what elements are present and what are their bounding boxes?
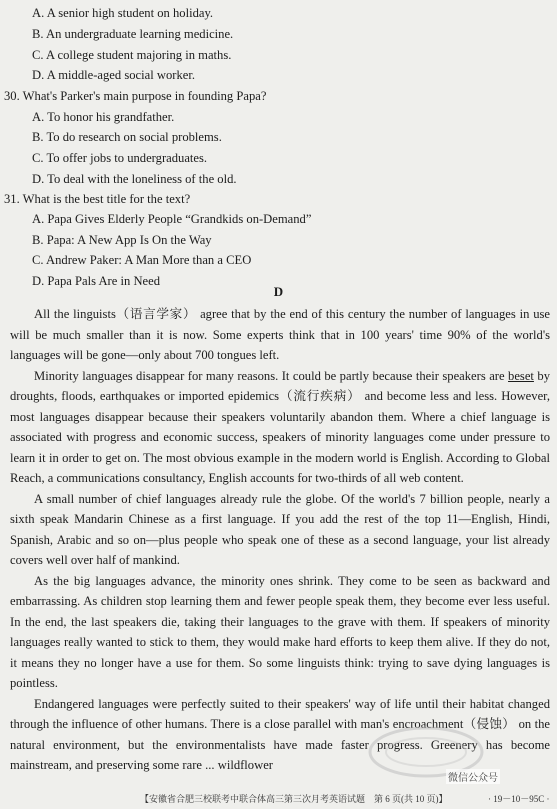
- paragraph-2: [10, 366, 550, 489]
- paragraph-1: All the linguists（语言学家） agree that by the end of this century the number of languages in use will be much smaller than it is now. Some experts think that in 100 years' time 90% of the world's languages will be gone—only about 700 tongues left.: [10, 307, 550, 362]
- q30-option-a: A. To honor his grandfather.: [32, 110, 175, 124]
- q29-option-c: C. A college student majoring in maths.: [32, 48, 232, 62]
- q31-option-d: D. Papa Pals Are in Need: [32, 274, 161, 288]
- underlined-word-beset: beset: [508, 368, 534, 383]
- paragraph-4: As the big languages advance, the minority ones shrink. They come to be seen as backward and embarrassing. As children stop learning them and fewer people speak them, they become ever less useful. In the end, the last speakers die, taking their languages to the grave with them. If speakers of minority languages really wanted to stick to them, they would make hard efforts to keep them alive. If they do not, it means they no longer have a use for them. So some linguists think: trying to save dying languages is pointless.: [10, 573, 550, 690]
- q29-option-d: D. A middle-aged social worker.: [32, 68, 195, 82]
- footer-code: · 19－10－95C ·: [488, 794, 550, 804]
- page-footer: 【安徽省合肥三校联考中联合体高三第三次月考英语试题 第 6 页(共 10 页)】: [140, 794, 448, 804]
- paragraph-3: A small number of chief languages already rule the globe. Of the world's 7 billion people, nearly a sixth speak Mandarin Chinese as a first language. If you add the rest of the top 11—English, Hindi, Spanish, Arabic and so on—plus people who speak one of these as a second language, your list already covers well over half of mankind.: [10, 491, 550, 567]
- section-label: D: [273, 284, 284, 299]
- q30-option-b: B. To do research on social problems.: [32, 130, 222, 144]
- watermark-text: 微信公众号: [446, 769, 500, 784]
- reading-passage-d: [10, 304, 550, 776]
- q29-option-b: B. An undergraduate learning medicine.: [32, 27, 234, 41]
- q30-option-c: C. To offer jobs to undergraduates.: [32, 151, 208, 165]
- q31-option-a: A. Papa Gives Elderly People “Grandkids on-Demand”: [32, 212, 312, 226]
- q29-option-a: A. A senior high student on holiday.: [32, 6, 214, 20]
- q31-option-c: C. Andrew Paker: A Man More than a CEO: [32, 253, 252, 267]
- q30-option-d: D. To deal with the loneliness of the old.: [32, 172, 237, 186]
- q30-stem: 30. What's Parker's main purpose in founding Papa?: [4, 89, 267, 103]
- q31-option-b: B. Papa: A New App Is On the Way: [32, 233, 212, 247]
- paragraph-2-rest: by droughts, floods, earthquakes or imported epidemics（流行疾病） and become less and less. However, most languages disappear because their speakers voluntarily abandon them. Where a chief language is associated with progress and economic success, speakers of minority languages come under pressure to learn it in order to get on. The most obvious example in the modern world is English. According to Global Reach, a communications consultancy, English accounts for two-thirds of all web content.: [10, 368, 550, 485]
- paragraph-2-start: Minority languages disappear for many reasons. It could be partly because their speakers are: [34, 368, 509, 383]
- paragraph-5: Endangered languages were perfectly suited to their speakers' way of life until their habitat changed through the influence of other humans. There is a close parallel with man's encroachment（侵蚀） on the natural environment, but the environmentalists have made faster progress. Greenery has become mainstream, and preserving some rare ... wildflower: [10, 696, 550, 772]
- q31-stem: 31. What is the best title for the text?: [4, 192, 191, 206]
